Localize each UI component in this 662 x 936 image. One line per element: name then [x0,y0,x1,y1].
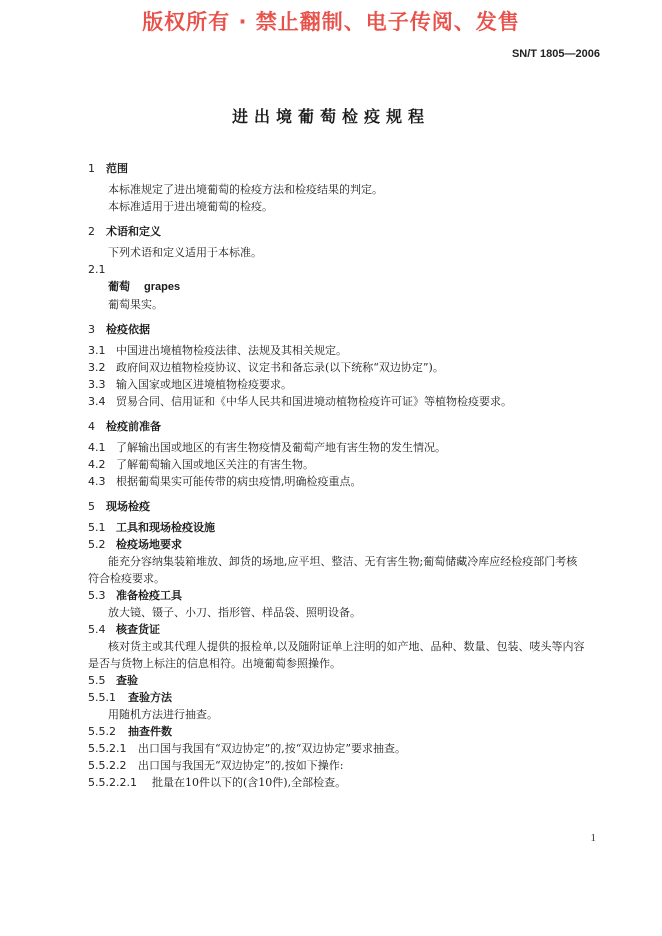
paragraph: 本标准适用于进出境葡萄的检疫。 [108,200,273,213]
clause-number: 5.5.2.2 [88,759,127,772]
subsection-title: 查验 [116,674,138,687]
paragraph-line: 是否与货物上标注的信息相符。出境葡萄参照操作。 [88,657,341,670]
paragraph: 本标准规定了进出境葡萄的检疫方法和检疫结果的判定。 [108,183,383,196]
term-english: grapes [144,281,181,293]
item-number: 4.1 [88,441,106,454]
subsection-title: 检疫场地要求 [116,538,182,551]
item-number: 3.1 [88,344,106,357]
subsection-5-3 [88,587,600,604]
paragraph: 下列术语和定义适用于本标准。 [108,246,262,259]
standard-code: SN/T 1805—2006 [511,48,600,60]
section-number: 3 [88,323,95,336]
section-title: 检疫前准备 [106,420,161,433]
section-5-heading [88,498,600,515]
subsection-5-5 [88,672,600,689]
list-item [88,376,600,393]
item-number: 4.2 [88,458,106,471]
subsection-title: 工具和现场检疫设施 [116,521,215,534]
clause-text: 批量在10件以下的(含10件),全部检查。 [152,776,347,789]
subsection-number-text: 5.5.1 [88,691,116,704]
item-text: 了解葡萄输入国或地区关注的有害生物。 [116,458,314,471]
section-3-heading [88,321,600,338]
subsection-number-text: 5.2 [88,538,106,551]
subsection-number-text: 5.4 [88,623,106,636]
section-1-heading [88,160,600,177]
document-title: 进出境葡萄检疫规程 [231,107,430,126]
list-item [88,342,600,359]
section-2-heading [88,223,600,240]
paragraph-line: 核对货主或其代理人提供的报检单,以及随附证单上注明的如产地、品种、数量、包装、唛头等内容 [108,640,585,653]
clause-5-5-2-2-1 [88,774,600,791]
section-title: 术语和定义 [106,225,161,238]
subsection-title: 准备检疫工具 [116,589,182,602]
item-text: 政府间双边植物检疫协议、议定书和备忘录(以下统称“双边协定”)。 [116,361,444,374]
clause-number: 5.5.2.2.1 [88,776,137,789]
item-text: 了解输出国或地区的有害生物疫情及葡萄产地有害生物的发生情况。 [116,441,446,454]
item-text: 中国进出境植物检疫法律、法规及其相关规定。 [116,344,347,357]
subsection-5-4 [88,621,600,638]
list-item [88,473,600,490]
clause-5-5-2-1 [88,740,600,757]
page-number: 1 [590,832,596,844]
section-title: 检疫依据 [106,323,150,336]
section-title: 现场检疫 [106,500,150,513]
subsection-5-5-1 [88,689,600,706]
copyright-watermark: 版权所有 · 禁止翻制、电子传阅、发售 [142,10,520,34]
item-number: 3.2 [88,361,106,374]
section-title: 范围 [106,162,128,175]
subsection-title: 核查货证 [116,623,160,636]
clause-5-5-2-2 [88,757,600,774]
item-number: 3.3 [88,378,106,391]
clause-text: 出口国与我国有“双边协定”的,按“双边协定”要求抽查。 [138,742,406,755]
section-4-heading [88,418,600,435]
paragraph-line: 符合检疫要求。 [88,572,165,585]
term-entry [88,278,600,296]
section-number: 5 [88,500,95,513]
document-body [88,160,600,791]
paragraph: 放大镜、镊子、小刀、指形管、样品袋、照明设备。 [108,606,361,619]
item-text: 输入国家或地区进境植物检疫要求。 [116,378,292,391]
subsection-number-text: 5.5 [88,674,106,687]
subsection-number-text: 2.1 [88,263,106,276]
term-definition: 葡萄果实。 [108,298,163,311]
item-text: 根据葡萄果实可能传带的病虫疫情,明确检疫重点。 [116,475,362,488]
subsection-title: 抽查件数 [128,725,172,738]
clause-text: 出口国与我国无“双边协定”的,按如下操作: [138,759,344,772]
subsection-5-5-2 [88,723,600,740]
section-number: 4 [88,420,95,433]
clause-number: 5.5.2.1 [88,742,127,755]
list-item [88,456,600,473]
item-number: 4.3 [88,475,106,488]
subsection-number-text: 5.1 [88,521,106,534]
section-number: 2 [88,225,95,238]
list-item [88,439,600,456]
subsection-number-text: 5.3 [88,589,106,602]
subsection-5-1 [88,519,600,536]
item-number: 3.4 [88,395,106,408]
paragraph-line: 能充分容纳集装箱堆放、卸货的场地,应平坦、整洁、无有害生物;葡萄储藏冷库应经检疫部门考核 [108,555,578,568]
paragraph: 用随机方法进行抽查。 [108,708,218,721]
subsection-number [88,261,600,278]
subsection-number-text: 5.5.2 [88,725,116,738]
subsection-5-2 [88,536,600,553]
section-number: 1 [88,162,95,175]
item-text: 贸易合同、信用证和《中华人民共和国进境动植物检疫许可证》等植物检疫要求。 [116,395,512,408]
subsection-title: 查验方法 [128,691,172,704]
term-chinese: 葡萄 [108,280,130,293]
list-item [88,359,600,376]
list-item [88,393,600,410]
